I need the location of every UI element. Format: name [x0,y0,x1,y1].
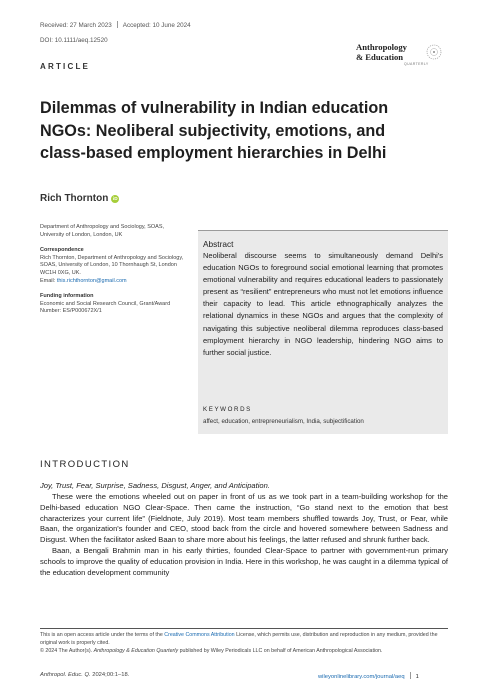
journal-url-link[interactable]: wileyonlinelibrary.com/journal/aeq [318,674,405,680]
license-text-pre: This is an open access article under the terms of the [40,632,163,638]
abstract-heading: Abstract [203,239,234,249]
keywords-label: KEYWORDS [203,406,252,413]
funding-heading: Funding information [40,293,94,300]
license-line [40,632,448,648]
title-line: Dilemmas of vulnerability in Indian education [40,99,389,117]
footer-divider [40,628,448,629]
affiliation: Department of Anthropology and Sociology, SOAS, University of London, London, UK [40,224,165,238]
abstract-text: Neoliberal discourse seems to simultaneously demand Delhi's education NGOs to foreground social emotional learning that promotes emotional vulnerability and requires educational leaders to passionately present as “resilient” entrepreneurs who must not let emotions influence their capacity to lead. This article ethnographically analyzes the relational dynamics in these NGOs and argues that the complexity of navigating this subjective neoliberal dilemma reproduces class-based employment hierarchy in NGO leadership, hindering NGO aims to further social justice. [203,251,443,357]
email-line [40,278,185,286]
article-type-label: ARTICLE [40,62,91,71]
received-accepted-line [40,21,191,29]
orcid-icon[interactable]: iD [112,196,118,201]
page-number: 1 [415,674,419,680]
footer-separator [410,672,411,679]
journal-logo-subtitle: QUARTERLY [404,62,429,66]
introduction-heading: INTRODUCTION [40,459,130,470]
doi[interactable]: DOI: 10.1111/aeq.12520 [40,37,108,44]
cc-license-link[interactable]: Creative Commons Attribution [164,632,235,638]
copyright-line [40,648,448,656]
received-date: Received: 27 March 2023 [40,22,112,29]
keywords-list: affect, education, entrepreneurialism, India, subjectification [203,418,364,425]
citation-details: 2024;00:1–18. [92,672,130,678]
journal-logo[interactable] [356,43,446,69]
copyright-pre: © 2024 The Author(s). [40,647,93,654]
article-title [40,97,460,165]
intro-paragraph: Baan, a Bengali Brahmin man in his early thirties, founded Clear-Space to partner with government-run primary schools to improve the quality of education provision in India. Here in this workshop, he was caught in a dilemma typical of the education development community [40,546,448,577]
date-separator [117,21,118,28]
correspondence-text: Rich Thornton, Department of Anthropology and Sociology, SOAS, University of London, 10 Thornhaugh St, London WC1H 0XG, UK. [40,254,184,276]
license-notice [40,632,448,655]
accepted-date: Accepted: 10 June 2024 [122,22,191,29]
email-label: Email: [40,277,56,284]
abstract-box [198,230,448,434]
author-sidebar [40,224,185,316]
title-line: NGOs: Neoliberal subjectivity, emotions, and [40,121,386,140]
intro-paragraph: These were the emotions wheeled out on paper in front of us as we took part in a team-building workshop for the Delhi-based education NGO Clear-Space. Then came the instruction, “Go stand next to the emotion that best characterizes your current life” (Fieldnote, July 2019). Most team members shuffled towards Joy, Trust, or Fear, while Baan, the organization's founder and CEO, stood back from the circle and hovered somewhere between Sadness and Disgust. When the facilitator asked Baan to share more about his feelings, the latter refused and shrunk further back. [40,491,448,545]
citation-line [40,672,129,678]
intro-lede: Joy, Trust, Fear, Surprise, Sadness, Disgust, Anger, and Anticipation. [40,481,270,490]
license-text-post: License, which permits use, distribution and reproduction in any medium, provided the original work is properly cited. [40,632,438,646]
citation-journal: Anthropol. Educ. Q. [40,672,91,678]
title-line: class-based employment hierarchies in Delhi [40,144,387,162]
journal-emblem-icon [425,43,443,61]
copyright-post: published by Wiley Periodicals LLC on behalf of American Anthropological Association. [179,647,383,654]
footer-right [318,672,419,680]
correspondence-heading: Correspondence [40,247,84,254]
author-line [40,193,119,204]
author-name[interactable]: Rich Thornton [40,193,109,204]
email-link[interactable]: this.richthornton@gmail.com [56,277,127,284]
journal-logo-line2: & Education [356,51,404,62]
introduction-body [40,481,448,579]
funding-text: Economic and Social Research Council, Grant/Award Number: ES/P000672X/1 [40,300,171,315]
copyright-journal: Anthropology & Education Quarterly [93,647,179,654]
journal-logo-line1: Anthropology [356,42,407,52]
